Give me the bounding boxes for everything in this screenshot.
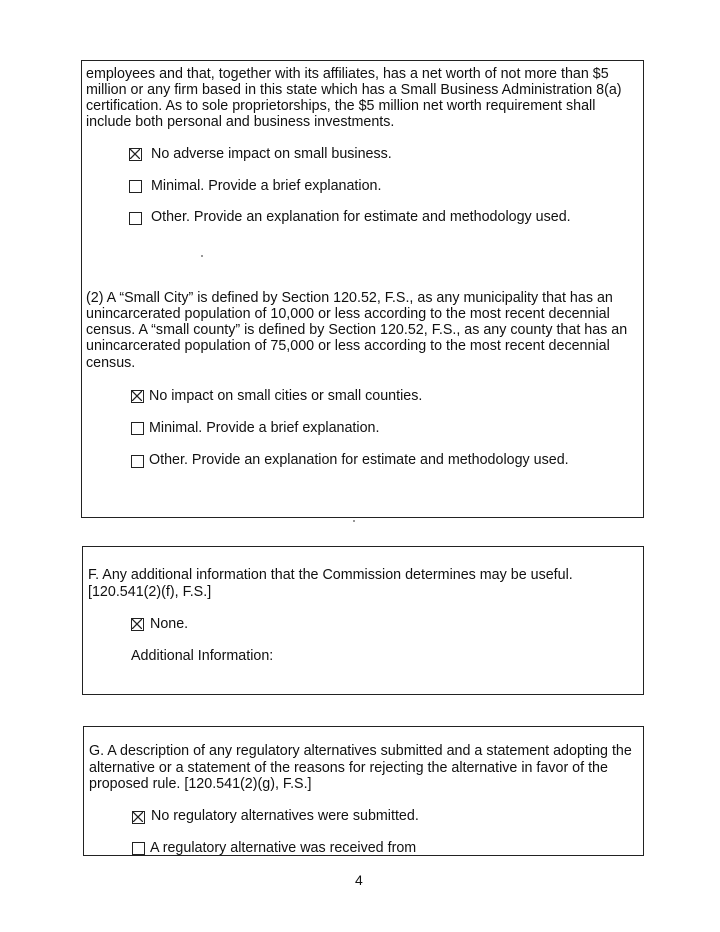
additional-information-label: Additional Information: bbox=[131, 648, 274, 664]
section-f-line: F. Any additional information that the Commission determines may be useful. bbox=[88, 567, 573, 583]
scan-speck bbox=[353, 520, 355, 522]
section-e-intro-line: certification. As to sole proprietorships, the $5 million net worth requirement shall bbox=[86, 98, 596, 114]
check-x-icon bbox=[133, 812, 143, 822]
section-g-line: G. A description of any regulatory alternatives submitted and a statement adopting the bbox=[89, 743, 632, 759]
option-label: No regulatory alternatives were submitted. bbox=[151, 808, 419, 824]
option-label: Other. Provide an explanation for estimate and methodology used. bbox=[149, 452, 569, 468]
checkbox-regulatory-alternative-received[interactable] bbox=[132, 842, 145, 855]
small-city-line: unincarcerated population of 75,000 or less according to the most recent decennial bbox=[86, 338, 610, 354]
section-e-intro-line: employees and that, together with its affiliates, has a net worth of not more than $5 bbox=[86, 66, 609, 82]
option-label: No adverse impact on small business. bbox=[151, 146, 392, 162]
section-e-intro-line: million or any firm based in this state which has a Small Business Administration 8(a) bbox=[86, 82, 622, 98]
option-label: A regulatory alternative was received from bbox=[150, 840, 417, 856]
checkbox-no-adverse-impact[interactable] bbox=[129, 148, 142, 161]
option-label: Other. Provide an explanation for estimate and methodology used. bbox=[151, 209, 571, 225]
checkbox-none[interactable] bbox=[131, 618, 144, 631]
option-label: No impact on small cities or small counties. bbox=[149, 388, 423, 404]
small-city-line: unincarcerated population of 10,000 or less according to the most recent decennial bbox=[86, 306, 610, 322]
section-e-intro-line: include both personal and business investments. bbox=[86, 114, 395, 130]
checkbox-no-regulatory-alternatives[interactable] bbox=[132, 811, 145, 824]
checkbox-other-small-business[interactable] bbox=[129, 212, 142, 225]
option-label: None. bbox=[150, 616, 189, 632]
small-city-line: (2) A “Small City” is defined by Section 120.52, F.S., as any municipality that has an bbox=[86, 290, 613, 306]
section-g-line: proposed rule. [120.541(2)(g), F.S.] bbox=[89, 776, 312, 792]
check-x-icon bbox=[132, 391, 142, 401]
checkbox-other-small-cities[interactable] bbox=[131, 455, 144, 468]
checkbox-minimal-small-business[interactable] bbox=[129, 180, 142, 193]
small-city-line: census. A “small county” is defined by Section 120.52, F.S., as any county that has an bbox=[86, 322, 628, 338]
small-city-line: census. bbox=[86, 355, 136, 371]
option-label: Minimal. Provide a brief explanation. bbox=[151, 178, 382, 194]
section-g-line: alternative or a statement of the reasons for rejecting the alternative in favor of the bbox=[89, 760, 608, 776]
checkbox-no-impact-small-cities[interactable] bbox=[131, 390, 144, 403]
checkbox-minimal-small-cities[interactable] bbox=[131, 422, 144, 435]
option-label: Minimal. Provide a brief explanation. bbox=[149, 420, 380, 436]
check-x-icon bbox=[132, 619, 142, 629]
check-x-icon bbox=[130, 149, 140, 159]
section-f-line: [120.541(2)(f), F.S.] bbox=[88, 584, 212, 600]
page-number: 4 bbox=[355, 872, 363, 888]
scan-speck bbox=[201, 255, 203, 257]
